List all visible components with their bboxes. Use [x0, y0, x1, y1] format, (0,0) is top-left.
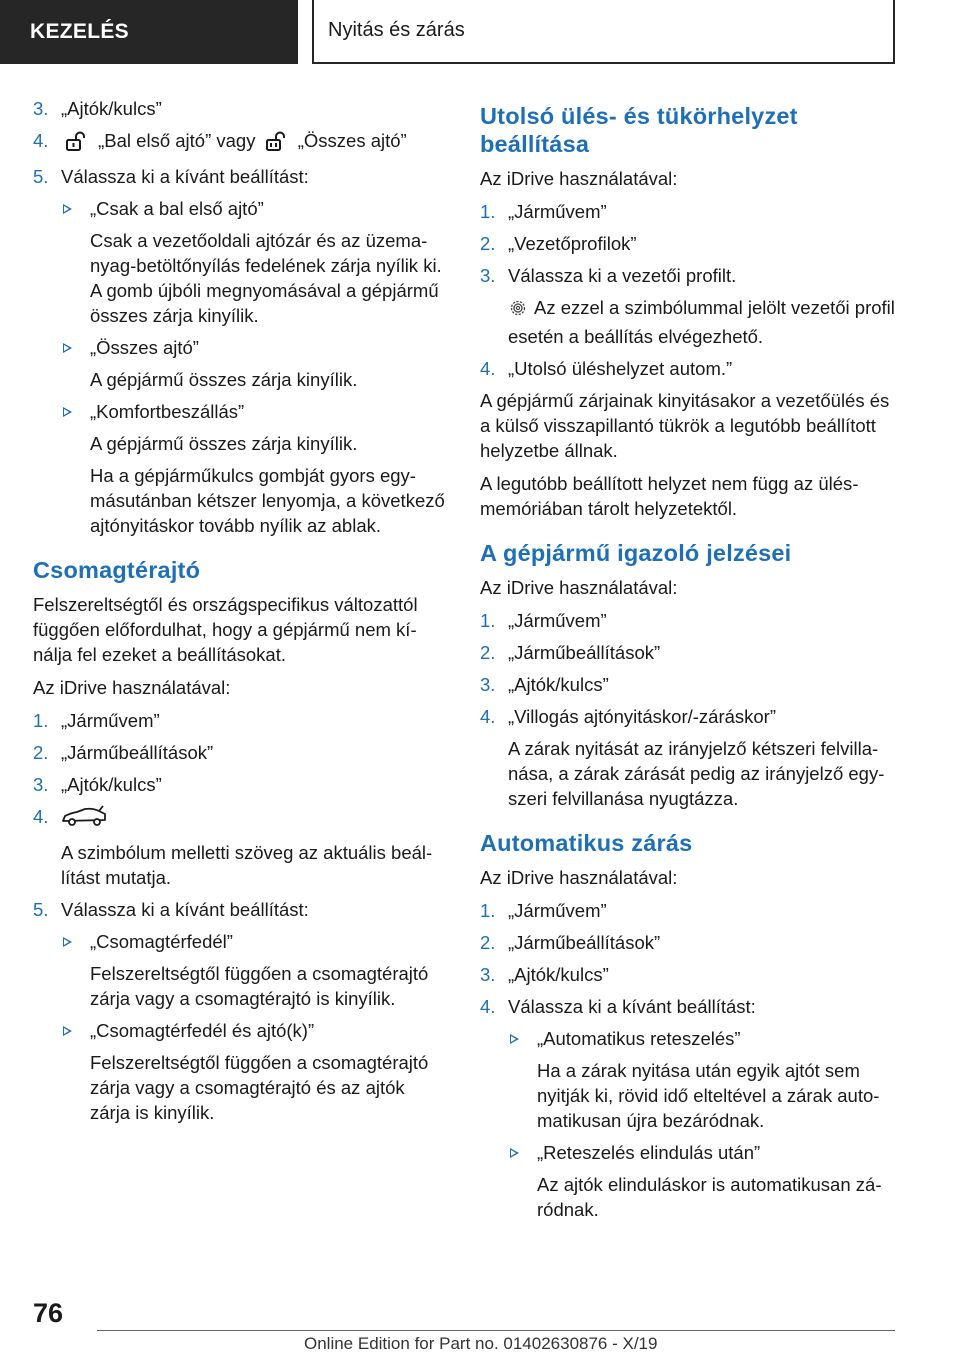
list-number: 3. — [33, 98, 49, 119]
list-item — [480, 930, 900, 955]
unlock-left-door-icon — [65, 131, 87, 157]
option-item — [33, 196, 448, 221]
chapter-title: Nyitás és zárás — [312, 0, 895, 64]
car-trunk-icon — [61, 805, 107, 833]
option-description: Az ajtók elinduláskor is automatikusan záródnak. — [537, 1174, 882, 1220]
list-item — [480, 263, 900, 288]
list-text: „Járművem” — [61, 710, 160, 731]
list-text: „Ajtók/kulcs” — [61, 774, 162, 795]
list-item — [480, 962, 900, 987]
section-heading-confirm: A gépjármű igazoló jelzései — [480, 540, 792, 566]
list-number: 1. — [480, 610, 496, 631]
gear-icon — [508, 298, 528, 324]
option-item — [480, 1026, 900, 1051]
list-note — [480, 295, 900, 349]
option-description: Csak a vezetőoldali ajtózár és az üzemanyag-betöltőnyílás fedelének zárja nyílik ki. A gomb újbóli megnyomásával a gépjármű összes zárja kinyílik. — [90, 230, 442, 326]
list-text: „Járművem” — [508, 610, 607, 631]
option-label: „Csak a bal első ajtó” — [90, 198, 264, 219]
list-number: 3. — [480, 265, 496, 286]
option-item — [480, 1140, 900, 1165]
list-text: „Villogás ajtónyitáskor/-záráskor” — [508, 706, 777, 727]
option-description: A gépjármű összes zárja kinyílik. — [90, 369, 358, 390]
list-number: 4. — [33, 806, 49, 827]
list-number: 5. — [33, 899, 49, 920]
list-number: 1. — [33, 710, 49, 731]
list-text: „Összes ajtó” — [297, 130, 407, 151]
list-number: 3. — [480, 964, 496, 985]
list-item — [480, 898, 900, 923]
option-item — [33, 399, 448, 424]
option-label: „Komfortbeszállás” — [90, 401, 245, 422]
list-number: 3. — [33, 774, 49, 795]
paragraph: Az iDrive használatával: — [480, 577, 678, 598]
list-item — [480, 672, 900, 697]
option-description: Felszereltségtől függően a csomagtérajtó zárja vagy a csomagtérajtó és az ajtók zárja is kinyílik. — [90, 1052, 429, 1123]
unlock-all-doors-icon — [265, 131, 287, 157]
page-header — [0, 0, 960, 66]
list-number: 2. — [480, 932, 496, 953]
list-number: 4. — [480, 358, 496, 379]
list-item — [33, 897, 448, 922]
list-item — [480, 994, 900, 1019]
paragraph: Felszereltségtől és országspecifikus változattól függően előfordulhat, hogy a gépjármű nem kínálja fel ezeket a beállításokat. — [33, 594, 418, 665]
list-text: Válassza ki a kívánt beállítást: — [61, 899, 309, 920]
list-text: „Vezetőprofilok” — [508, 233, 637, 254]
option-description: Ha a gépjárműkulcs gombját gyors egymásutánban kétszer lenyomja, a következő ajtónyitáskor tovább nyílik az ablak. — [90, 465, 445, 536]
triangle-bullet-icon — [63, 1026, 72, 1036]
list-text: „Ajtók/kulcs” — [508, 674, 609, 695]
option-description: Ha a zárak nyitása után egyik ajtót sem nyitják ki, rövid idő elteltével a zárak automatikusan újra bezáródnak. — [537, 1060, 880, 1131]
right-column — [480, 96, 900, 1229]
option-description: Felszereltségtől függően a csomagtérajtó zárja vagy a csomagtérajtó is kinyílik. — [90, 963, 429, 1009]
list-text: „Járművem” — [508, 201, 607, 222]
section-heading-trunk: Csomagtérajtó — [33, 557, 201, 583]
option-item — [33, 335, 448, 360]
paragraph: A gépjármű zárjainak kinyitásakor a vezetőülés és a külső visszapillantó tükrök a legutóbb beállított helyzetbe állnak. — [480, 390, 890, 461]
section-heading-seat: Utolsó ülés- és tükörhelyzet beállítása — [480, 103, 798, 157]
footer-divider — [97, 1330, 895, 1331]
list-item — [33, 96, 448, 121]
list-text: Válassza ki a kívánt beállítást: — [508, 996, 756, 1017]
list-item — [33, 804, 448, 833]
list-number: 2. — [480, 642, 496, 663]
note-text: Az ezzel a szimbólummal jelölt vezetői profil esetén a beállítás elvégezhető. — [508, 297, 895, 347]
triangle-bullet-icon — [510, 1148, 519, 1158]
option-item — [33, 929, 448, 954]
list-item — [480, 704, 900, 729]
list-number: 2. — [480, 233, 496, 254]
list-item — [33, 128, 448, 157]
page-number: 76 — [33, 1298, 64, 1328]
triangle-bullet-icon — [63, 407, 72, 417]
list-text: „Járműbeállítások” — [508, 932, 661, 953]
footer-edition: Online Edition for Part no. 01402630876 - X/19 — [304, 1334, 658, 1353]
paragraph: Az iDrive használatával: — [480, 867, 678, 888]
list-item — [33, 708, 448, 733]
option-label: „Reteszelés elindulás után” — [537, 1142, 761, 1163]
list-text: „Utolsó üléshelyzet autom.” — [508, 358, 733, 379]
paragraph: Az iDrive használatával: — [33, 677, 231, 698]
option-label: „Automatikus reteszelés” — [537, 1028, 741, 1049]
list-number: 4. — [480, 996, 496, 1017]
list-text: Válassza ki a kívánt beállítást: — [61, 166, 309, 187]
list-number: 4. — [33, 130, 49, 151]
list-item — [33, 164, 448, 189]
triangle-bullet-icon — [510, 1034, 519, 1044]
list-item — [33, 740, 448, 765]
list-text: „Járművem” — [508, 900, 607, 921]
option-item — [33, 1018, 448, 1043]
list-item — [33, 772, 448, 797]
list-number: 3. — [480, 674, 496, 695]
list-text: „Járműbeállítások” — [61, 742, 214, 763]
list-text: „Járműbeállítások” — [508, 642, 661, 663]
section-heading-autolock: Automatikus zárás — [480, 830, 693, 856]
option-description: A gépjármű összes zárja kinyílik. — [90, 433, 358, 454]
option-label: „Összes ajtó” — [90, 337, 199, 358]
paragraph: A legutóbb beállított helyzet nem függ az ülésmemóriában tárolt helyzetektől. — [480, 473, 859, 519]
list-number: 2. — [33, 742, 49, 763]
list-item — [480, 199, 900, 224]
list-number: 1. — [480, 900, 496, 921]
triangle-bullet-icon — [63, 343, 72, 353]
list-item — [480, 608, 900, 633]
list-item — [480, 640, 900, 665]
section-tab: KEZELÉS — [0, 0, 298, 64]
option-label: „Csomagtérfedél” — [90, 931, 233, 952]
list-text: Válassza ki a vezetői profilt. — [508, 265, 737, 286]
triangle-bullet-icon — [63, 937, 72, 947]
list-item — [480, 231, 900, 256]
list-note: A zárak nyitását az irányjelző kétszeri felvillanása, a zárak zárását pedig az irányjelző egyszeri felvillanása nyugtázza. — [508, 738, 885, 809]
list-note: A szimbólum melletti szöveg az aktuális beállítást mutatja. — [61, 842, 433, 888]
option-label: „Csomagtérfedél és ajtó(k)” — [90, 1020, 315, 1041]
list-text: „Ajtók/kulcs” — [61, 98, 162, 119]
list-number: 5. — [33, 166, 49, 187]
list-item — [480, 356, 900, 381]
triangle-bullet-icon — [63, 204, 72, 214]
list-text: „Bal első ajtó” vagy — [98, 130, 256, 151]
list-text: „Ajtók/kulcs” — [508, 964, 609, 985]
left-column — [33, 96, 448, 1132]
list-number: 4. — [480, 706, 496, 727]
paragraph: Az iDrive használatával: — [480, 168, 678, 189]
list-number: 1. — [480, 201, 496, 222]
